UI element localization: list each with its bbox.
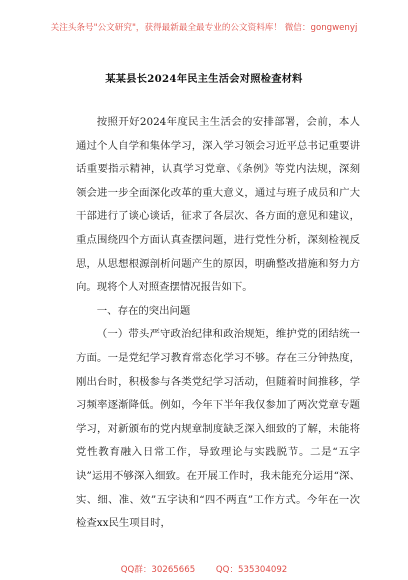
paragraph-intro: 按照开好2024年度民主生活会的安排部署，会前，本人通过个人自学和集体学习，深入学习领会习近平总书记重要讲话重要指示精神，认真学习党章、《条例》等党内法规，深刻领会进一步全面深化改革的重大意义，通过与班子成员和广大干部进行了谈心谈话，征求了各层次、各方面的意见和建议，重点围绕四个方面认真查摆问题，进行党性分析，深刻检视反思，从思想根源剖析问题产生的原因，明确整改措施和努力方向。现将个人对照查摆情况报告如下。 (76, 116, 360, 294)
section-heading: 一、存在的突出问题 (96, 304, 191, 317)
header-banner: 关注头条号"公文研究"，获得最新最全最专业的公文资料库！ 微信：gongwenyj (50, 23, 358, 33)
document-body (76, 111, 360, 536)
footer-contact (0, 566, 408, 575)
footer-qq-group: QQ群：30265665 (120, 565, 196, 575)
footer-qq-number: QQ：535304092 (215, 565, 288, 575)
paragraph-issue-1: （一）带头严守政治纪律和政治规矩，维护党的团结统一方面。一是党纪学习教育常态化学习不够。存在三分钟热度，刚出台时，积极参与各类党纪学习活动，但随着时间推移，学习频率逐渐降低。例如，今年下半年我仅参加了两次党章专题学习，对新颁布的党内规章制度缺乏深入细致的了解，未能将党性教育融入日常工作，导致理论与实践脱节。二是“五字诀”运用不够深入细致。在开展工作时，我未能充分运用“深、实、细、准、效”五字诀和“四不两直”工作方式。今年在一次检查xx民生项目时， (76, 328, 360, 530)
document-title: 某某县长2024年民主生活会对照检查材料 (105, 73, 303, 85)
